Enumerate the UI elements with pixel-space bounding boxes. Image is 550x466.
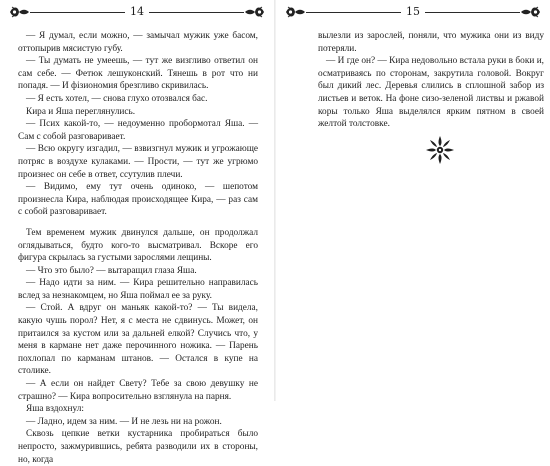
right-page — [276, 0, 550, 401]
paragraph: — И где он? — Кира недовольно встала руки в боки и, осматриваясь по сторонам, закрутила головой. Вокруг был дикий лес. Деревья слились в сплошной забор из листьев и веток. На фоне сизо-зеленой листвы и ржавой коры только Яша выделялся ярким пятном в своей желтой толстовке. — [318, 56, 544, 130]
paragraph: — Надо идти за ним. — Кира решительно направилась вслед за незнакомцем, но Яша поймал ее за руку. — [18, 278, 258, 301]
floral-ornament-icon — [244, 4, 266, 20]
page-number: 15 — [406, 5, 420, 18]
paragraph: — Стой. А вдруг он маньяк какой-то? — Ты видела, какую чушь порол? Нет, я с места не сдвинусь. Может, он притаился за кустом или за дальней елкой? Случись что, у меня в кармане нет даже перочинного ножика. — Парень похлопал по карманам штанов. — Остался в купе на столике. — [18, 303, 258, 377]
paragraph: Сквозь цепкие ветки кустарника пробираться было непросто, зажмурившись, ребята разводили их в стороны, но, когда — [18, 429, 258, 465]
header-rule — [306, 12, 401, 13]
floral-ornament-icon — [8, 4, 30, 20]
floral-ornament-icon — [520, 4, 542, 20]
paragraph: — Видимо, ему тут очень одиноко, — шепотом произнесла Кира, наблюдая происходящее Кира, — раз сам с собой разговаривает. — [18, 182, 258, 218]
fleuron-ornament-icon — [424, 134, 456, 166]
header-rule — [30, 12, 125, 13]
paragraph: — Что это было? — вытаращил глаза Яша. — [26, 265, 197, 276]
right-page-body — [318, 30, 544, 131]
paragraph: — Ладно, идем за ним. — И не лезь ни на рожон. — [26, 416, 222, 427]
paragraph: — Ты думать не умеешь, — тут же визгливо ответил он сам себе. — Фетюк лешуконский. Тянешь в рот что ни попадя. — И фізиономия брезгливо скривилась. — [18, 56, 258, 92]
header-rule — [149, 12, 244, 13]
page-number: 14 — [130, 5, 144, 18]
left-page — [0, 0, 274, 465]
paragraph: вылезли из зарослей, поняли, что мужика они из виду потеряли. — [318, 31, 544, 54]
paragraph: — Псих какой-то, — недоуменно пробормотал Яша. — Сам с собой разговаривает. — [18, 119, 258, 142]
left-running-header — [8, 4, 266, 20]
paragraph: — Я думал, если можно, — замычал мужик уже басом, оттопырив мясистую губу. — [18, 31, 258, 54]
right-running-header — [284, 4, 542, 20]
floral-ornament-icon — [284, 4, 306, 20]
paragraph: — Я есть хотел, — снова глухо отозвался бас. — [26, 93, 208, 104]
paragraph: Яша вздохнул: — [26, 404, 84, 415]
paragraph: Тем временем мужик двинулся дальше, он продолжал оглядываться, будто кого-то высматривал. Вскоре его фигура скрылась за густыми зарослями лещины. — [18, 227, 258, 264]
paragraph: — Всю округу изгадил, — взвизгнул мужик и угрожающе потряс в воздухе кулаками. — Прости, — тут же угрюмо произнес он себе в ответ, ссутулив плечи. — [18, 144, 258, 180]
paragraph: Кира и Яша переглянулись. — [26, 106, 136, 117]
header-rule — [425, 12, 520, 13]
paragraph: — А если он найдет Свету? Тебе за свою девушку не страшно? — Кира вопросительно взглянула на парня. — [18, 379, 258, 402]
